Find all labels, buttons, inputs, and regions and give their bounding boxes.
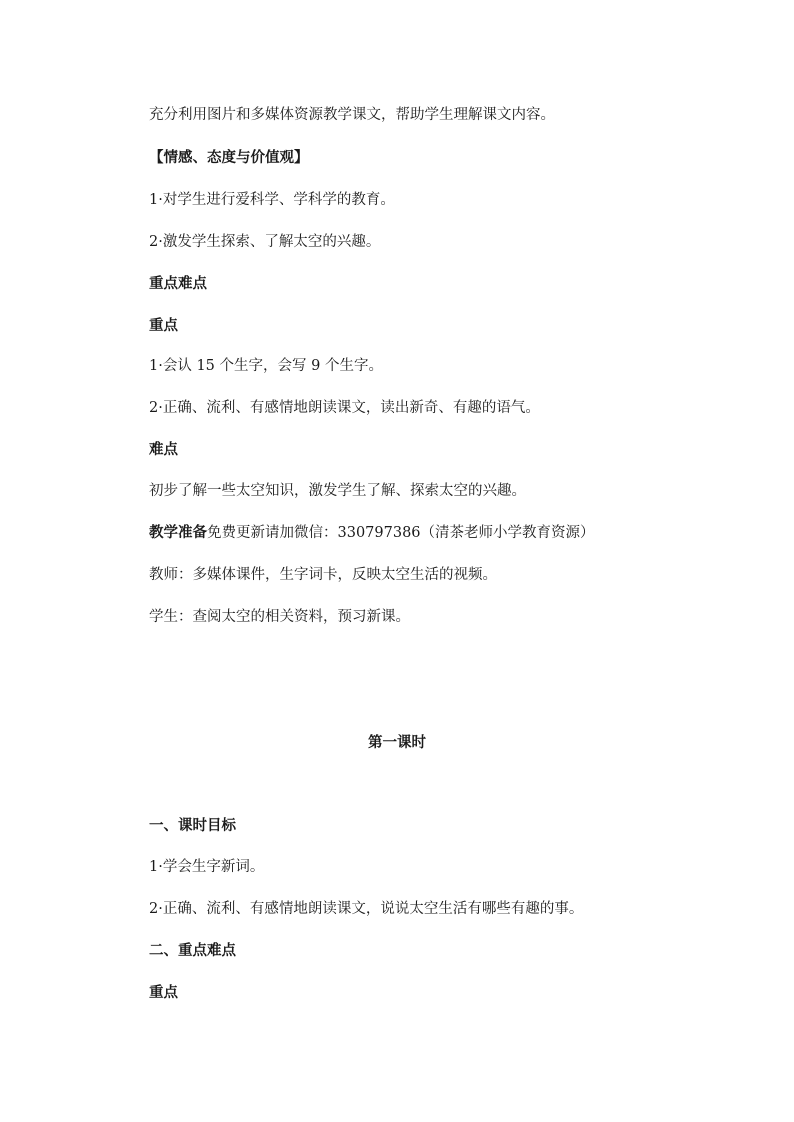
heading-key-points-2: 重点	[149, 985, 178, 1001]
section-title-first-lesson: 第一课时	[368, 735, 426, 751]
paragraph-space-knowledge: 初步了解一些太空知识，激发学生了解、探索太空的兴趣。	[149, 483, 526, 499]
list-item-space-interest: 2·激发学生探索、了解太空的兴趣。	[149, 234, 381, 250]
list-item-characters: 1·会认 15 个生字，会写 9 个生字。	[149, 358, 383, 374]
heading-key-difficult-points: 重点难点	[149, 276, 207, 292]
text-update-notice: 免费更新请加微信：330797386（清茶老师小学教育资源）	[207, 525, 595, 541]
paragraph-multimedia: 充分利用图片和多媒体资源教学课文，帮助学生理解课文内容。	[149, 107, 555, 123]
list-item-reading-aloud: 2·正确、流利、有感情地朗读课文，读出新奇、有趣的语气。	[149, 400, 540, 416]
paragraph-student-materials: 学生：查阅太空的相关资料，预习新课。	[149, 609, 410, 625]
heading-difficult-points: 难点	[149, 442, 178, 458]
paragraph-teaching-preparation	[149, 523, 595, 543]
list-item-learn-words: 1·学会生字新词。	[149, 859, 265, 875]
paragraph-teacher-materials: 教师：多媒体课件，生字词卡，反映太空生活的视频。	[149, 567, 497, 583]
label-teaching-preparation: 教学准备	[149, 525, 207, 541]
list-item-science-education: 1·对学生进行爱科学、学科学的教育。	[149, 192, 395, 208]
list-item-read-and-tell: 2·正确、流利、有感情地朗读课文，说说太空生活有哪些有趣的事。	[149, 901, 584, 917]
heading-key-points: 重点	[149, 318, 178, 334]
heading-lesson-objectives: 一、课时目标	[149, 818, 236, 834]
heading-key-difficult-points-2: 二、重点难点	[149, 943, 236, 959]
heading-emotion-attitude-values: 【情感、态度与价值观】	[149, 150, 309, 166]
